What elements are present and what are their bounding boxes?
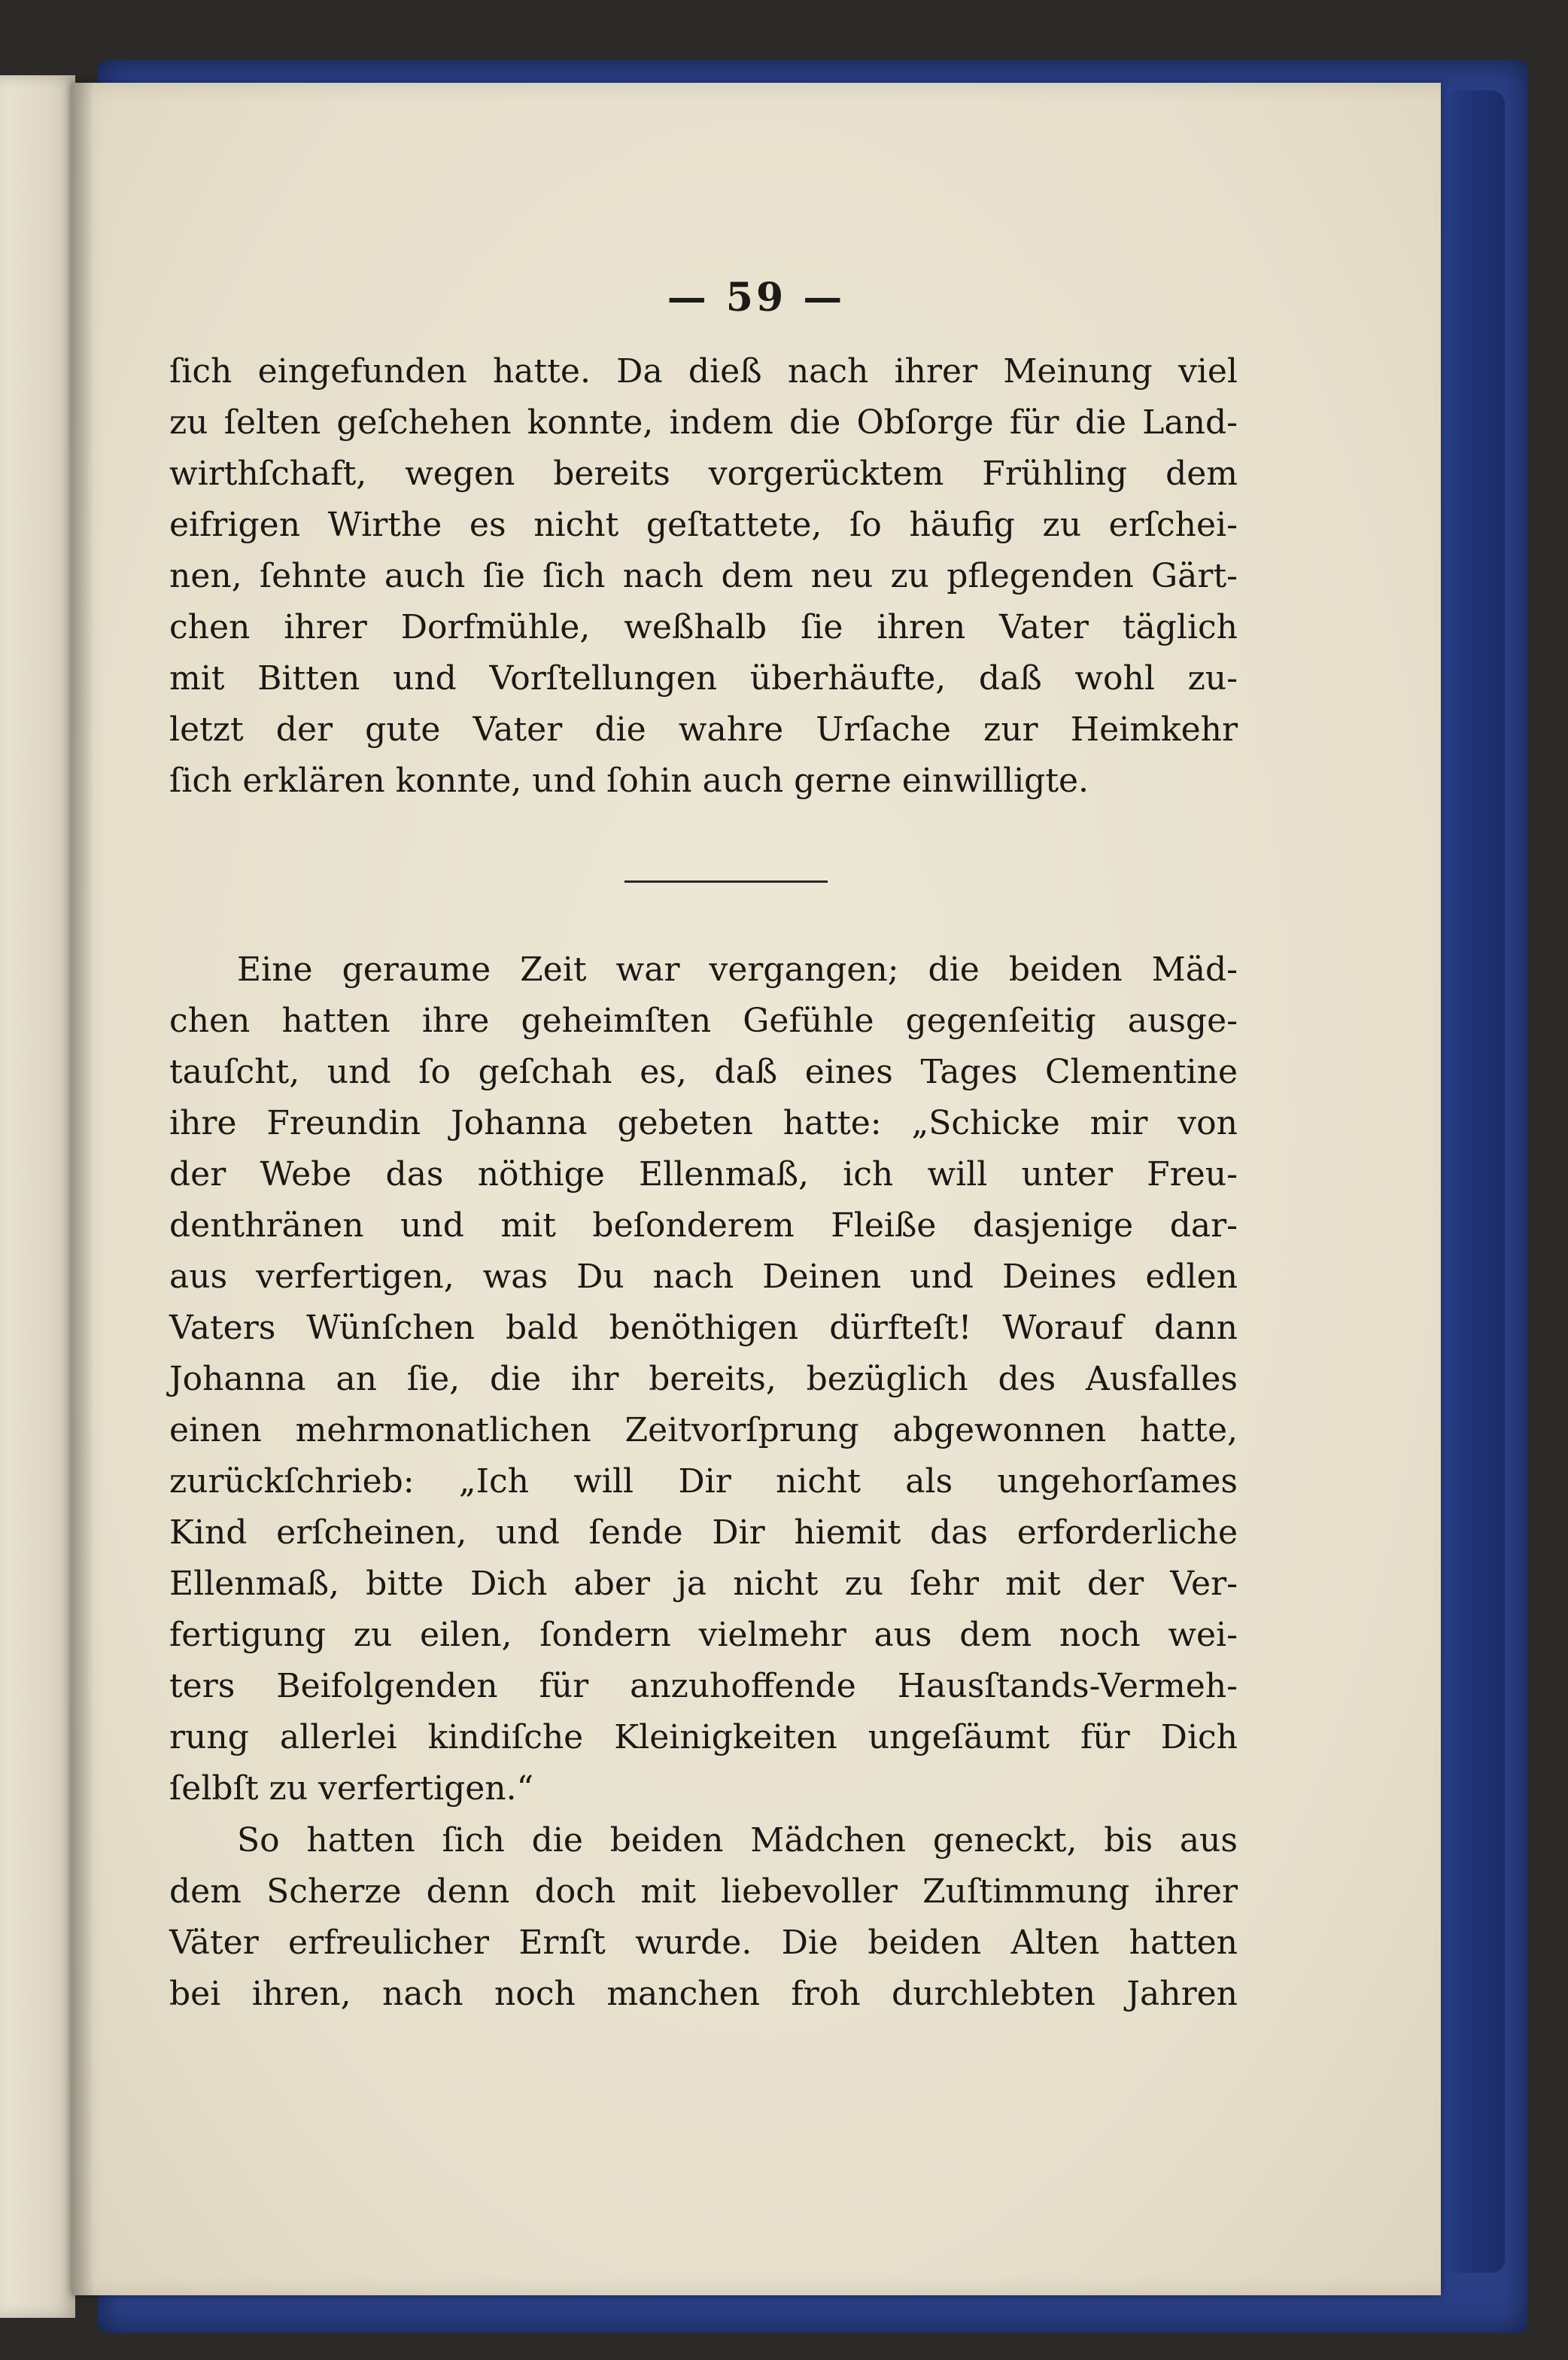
text-line: nen, ſehnte auch ſie ſich nach dem neu zu pflegenden Gärt- bbox=[169, 557, 1238, 595]
paragraph-3 bbox=[169, 1815, 1238, 2020]
text-line: ſelbſt zu verfertigen.“ bbox=[169, 1769, 534, 1808]
text-line: zurückſchrieb: „Ich will Dir nicht als ungehorſames bbox=[169, 1462, 1238, 1501]
text-line: dem Scherze denn doch mit liebevoller Zuſtimmung ihrer bbox=[169, 1872, 1238, 1911]
text-line: denthränen und mit beſonderem Fleiße dasjenige dar- bbox=[169, 1206, 1238, 1245]
text-line: chen hatten ihre geheimſten Gefühle gegenſeitig ausge- bbox=[169, 1002, 1238, 1040]
page-number: — 59 — bbox=[667, 275, 846, 321]
text-line: zu ſelten geſchehen konnte, indem die Obſorge für die Land- bbox=[169, 403, 1238, 442]
text-line: letzt der gute Vater die wahre Urſache zur Heimkehr bbox=[169, 710, 1238, 749]
text-line: einen mehrmonatlichen Zeitvorſprung abgewonnen hatte, bbox=[169, 1411, 1238, 1449]
paragraph-2 bbox=[169, 944, 1238, 1814]
paragraph-1 bbox=[169, 346, 1238, 807]
text-line: fertigung zu eilen, ſondern vielmehr aus dem noch wei- bbox=[169, 1616, 1238, 1654]
text-line: mit Bitten und Vorſtellungen überhäufte, daß wohl zu- bbox=[169, 659, 1238, 698]
text-line: der Webe das nöthige Ellenmaß, ich will unter Freu- bbox=[169, 1155, 1238, 1194]
text-line: ſich eingefunden hatte. Da dieß nach ihrer Meinung viel bbox=[169, 352, 1238, 391]
text-line: Ellenmaß, bitte Dich aber ja nicht zu ſehr mit der Ver- bbox=[169, 1565, 1238, 1603]
text-line: Vaters Wünſchen bald benöthigen dürfteſt! Worauf dann bbox=[169, 1309, 1238, 1347]
text-line: Kind erſcheinen, und ſende Dir hiemit das erforderliche bbox=[169, 1513, 1238, 1552]
text-line: rung allerlei kindiſche Kleinigkeiten ungeſäumt für Dich bbox=[169, 1718, 1238, 1756]
text-line: tauſcht, und ſo geſchah es, daß eines Tages Clementine bbox=[169, 1053, 1238, 1091]
text-line: Väter erfreulicher Ernſt wurde. Die beiden Alten hatten bbox=[169, 1924, 1238, 1962]
text-line: aus verfertigen, was Du nach Deinen und Deines edlen bbox=[169, 1258, 1238, 1296]
text-line: ſich erklären konnte, und ſohin auch gerne einwilligte. bbox=[169, 762, 1089, 800]
text-line: bei ihren, nach noch manchen froh durchlebten Jahren bbox=[169, 1975, 1238, 2013]
text-line: ters Beifolgenden für anzuhoffende Hausſtands-Vermeh- bbox=[169, 1667, 1238, 1705]
gutter-shadow bbox=[71, 83, 94, 2295]
text-line: Eine geraume Zeit war vergangen; die beiden Mäd- bbox=[237, 950, 1238, 989]
text-line: eifrigen Wirthe es nicht geſtattete, ſo häufig zu erſchei- bbox=[169, 506, 1238, 544]
text-line: chen ihrer Dorfmühle, weßhalb ſie ihren Vater täglich bbox=[169, 608, 1238, 646]
text-line: Johanna an ſie, die ihr bereits, bezüglich des Ausfalles bbox=[169, 1360, 1238, 1398]
text-line: So hatten ſich die beiden Mädchen geneckt, bis aus bbox=[237, 1821, 1238, 1860]
facing-page-edge bbox=[0, 75, 75, 2318]
section-divider bbox=[624, 880, 828, 883]
text-line: ihre Freundin Johanna gebeten hatte: „Schicke mir von bbox=[169, 1104, 1238, 1142]
text-line: wirthſchaft, wegen bereits vorgerücktem Frühling dem bbox=[169, 455, 1238, 493]
